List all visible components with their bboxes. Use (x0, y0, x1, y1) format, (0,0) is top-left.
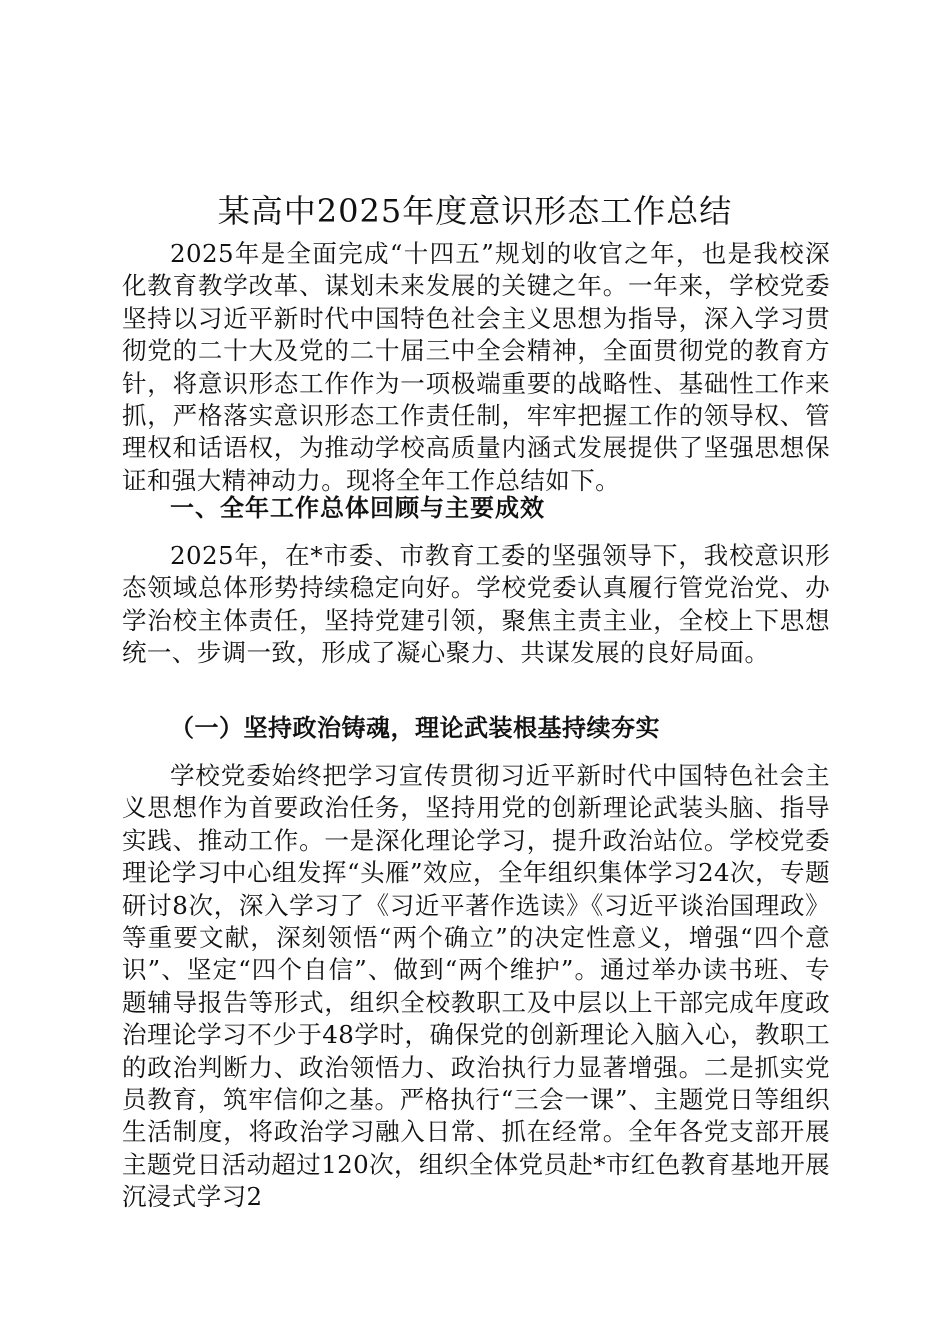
subsection-paragraph: 学校党委始终把学习宣传贯彻习近平新时代中国特色社会主义思想作为首要政治任务，坚持用党的创新理论武装头脑、指导实践、推动工作。一是深化理论学习，提升政治站位。学校党委理论学习中心组发挥“头雁”效应，全年组织集体学习24次，专题研讨8次，深入学习了《习近平著作选读》《习近平谈治国理政》等重要文献，深刻领悟“两个确立”的决定性意义，增强“四个意识”、坚定“四个自信”、做到“两个维护”。通过举办读书班、专题辅导报告等形式，组织全校教职工及中层以上干部完成年度政治理论学习不少于48学时，确保党的创新理论入脑入心，教职工的政治判断力、政治领悟力、政治执行力显著增强。二是抓实党员教育，筑牢信仰之基。严格执行“三会一课”、主题党日等组织生活制度，将政治学习融入日常、抓在经常。全年各党支部开展主题党日活动超过120次，组织全体党员赴*市红色教育基地开展沉浸式学习2 (122, 761, 831, 1212)
section-heading: 一、全年工作总体回顾与主要成效 (170, 493, 545, 522)
intro-paragraph: 2025年是全面完成“十四五”规划的收官之年，也是我校深化教育教学改革、谋划未来发展的关键之年。一年来，学校党委坚持以习近平新时代中国特色社会主义思想为指导，深入学习贯彻党的二十大及党的二十届三中全会精神，全面贯彻党的教育方针，将意识形态工作作为一项极端重要的战略性、基础性工作来抓，严格落实意识形态工作责任制，牢牢把握工作的领导权、管理权和话语权，为推动学校高质量内涵式发展提供了坚强思想保证和强大精神动力。现将全年工作总结如下。 (122, 239, 830, 495)
subsection-heading: （一）坚持政治铸魂，理论武装根基持续夯实 (170, 713, 660, 742)
document-title: 某高中2025年度意识形态工作总结 (217, 192, 733, 231)
section-paragraph: 2025年，在*市委、市教育工委的坚强领导下，我校意识形态领域总体形势持续稳定向好。学校党委认真履行管党治党、办学治校主体责任，坚持党建引领，聚焦主责主业，全校上下思想统一、步调一致，形成了凝心聚力、共谋发展的良好局面。 (122, 541, 830, 668)
